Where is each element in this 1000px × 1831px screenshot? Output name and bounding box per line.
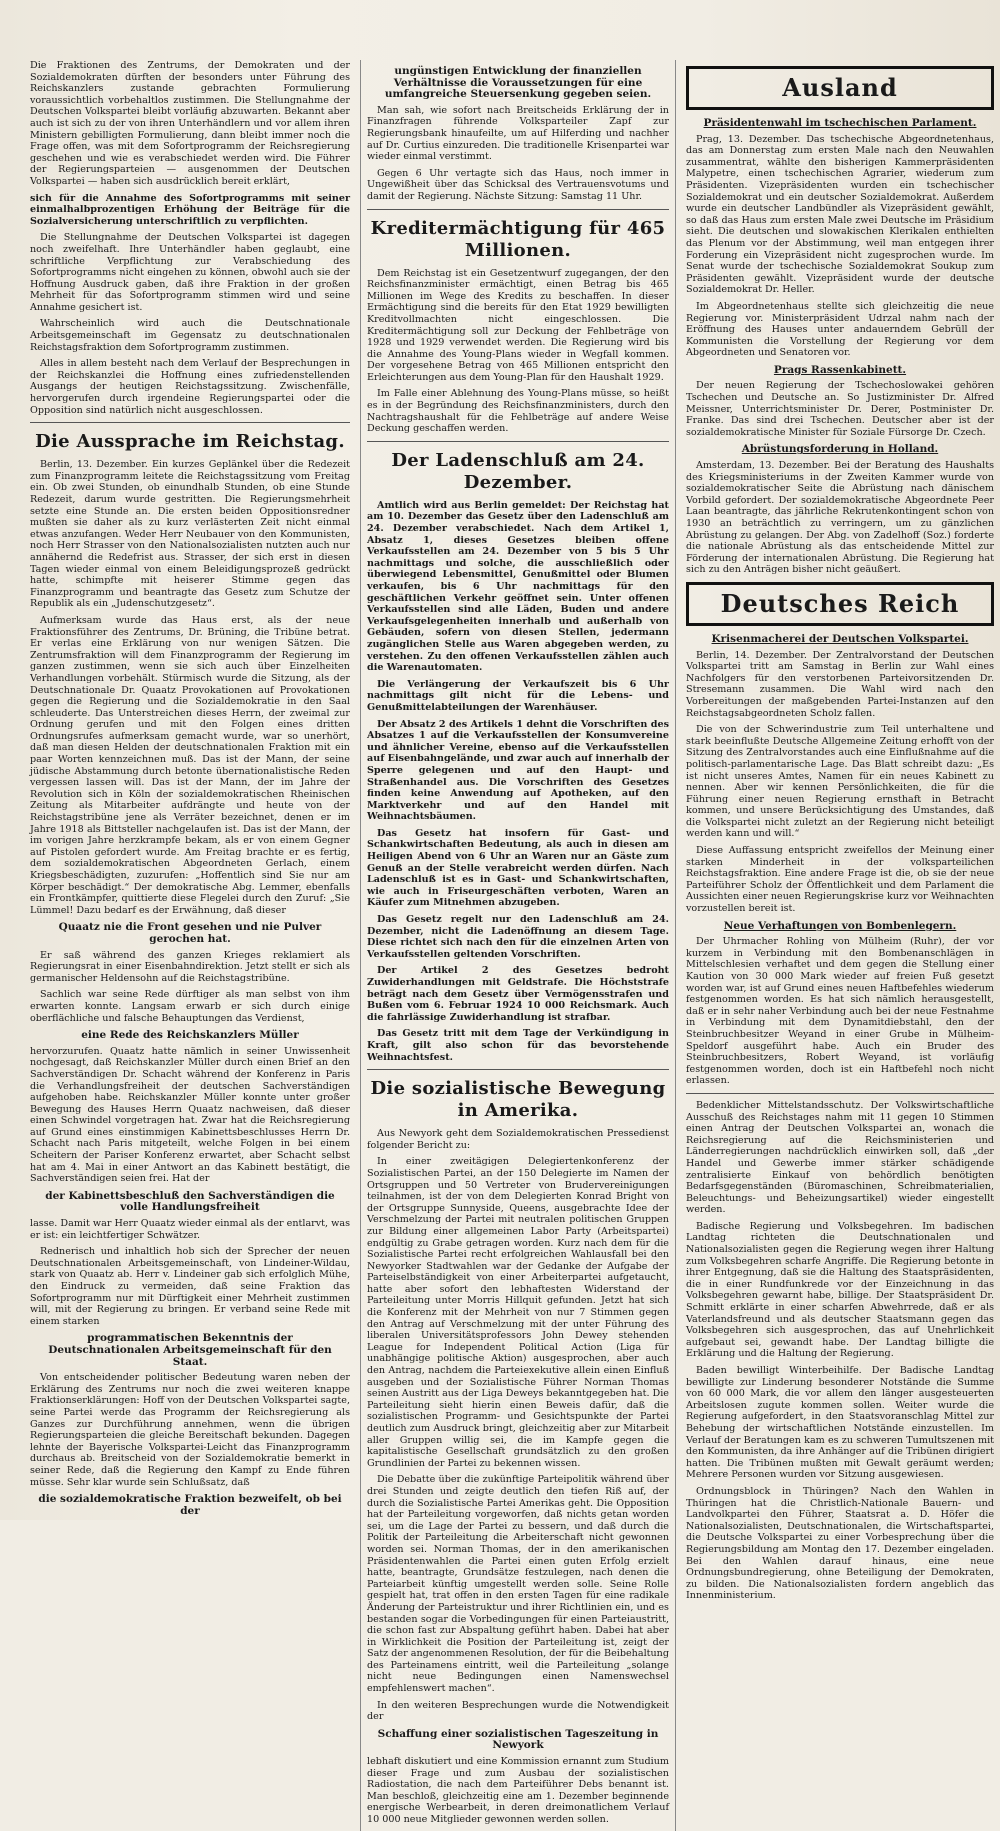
col3-para-10: Badische Regierung und Volksbegehren. Im badischen Landtag richteten die Deutschnationalen und Nationalsozialisten gegen die Regierung wegen ihrer Haltung zum Volksbegehren scharfe Angriffe. Die Regierung betonte in ihrer Entgegnung, daß sie die Haltung des Staatspräsidenten, die in einer Rundfunkrede vor der Einzeichnung in das Volksbegehren gewarnt habe, billige. Der Staatspräsident Dr. Schmitt erklärte in einer scharfen Abwehrrede, daß er als Vaterlandsfreund und als deutscher Staatsmann gegen das Volksbegehren sich ausgesprochen, das auf Unehrlichkeit aufgebaut sei, gewandt habe. Der Landtag billigte die Erklärung und die Haltung der Regierung.: [686, 1220, 994, 1360]
divider: [367, 209, 669, 210]
column-right: [686, 60, 994, 1831]
col2-para-9: Das Gesetz regelt nur den Ladenschluß am 24. Dezember, nicht die Ladenöffnung an diesem Tage. Diese richtet sich nach den für die einzelnen Arten von Verkaufsstellen geltenden Vorschriften.: [367, 914, 669, 960]
column-left: [30, 60, 350, 1831]
col2-para-11: Das Gesetz tritt mit dem Tage der Verkündigung in Kraft, gilt also schon für das bevorstehende Weihnachtsfest.: [367, 1028, 669, 1063]
section-box-deutsches-reich: Deutsches Reich: [686, 582, 994, 626]
heading-abruestung-holland: Abrüstungsforderung in Holland.: [741, 443, 939, 456]
col2-para-7: Der Absatz 2 des Artikels 1 dehnt die Vorschriften des Absatzes 1 auf die Verkaufsstellen der Konsumvereine und ähnlicher Vereine, ebenso auf die Verkaufsstellen auf Eisenbahngelände, und zwar auch auf innerhalb der Sperre gelegenen und auf den Haupt- und Straßenhandel aus. Die Vorschriften des Gesetzes finden keine Anwendung auf Apotheken, auf den Marktverkehr und auf den Handel mit Weihnachtsbäumen.: [367, 718, 669, 823]
col1-para-2: sich für die Annahme des Sofortprogramms mit seiner einmalhalbprozentigen Erhöhung der Beiträge für die Sozialversicherung unterschriftlich zu verpflichten.: [30, 192, 350, 227]
col1-para-8: Er saß während des ganzen Krieges reklamiert als Regierungsrat in einer Eisenbahndirektion. Jetzt stellt er sich als germanischer Heldensohn auf die Reichstagstribüne.: [30, 949, 350, 984]
subhead-quaatz: Quaatz nie die Front gesehen und nie Pulver gerochen hat.: [58, 921, 322, 945]
col1-para-3: Die Stellungnahme der Deutschen Volkspartei ist dagegen noch zweifelhaft. Ihre Unterhändler haben geglaubt, eine schriftliche Verpflichtung zur Verabschiedung des Sofortprogramms nicht eingehen zu können, obwohl auch sie der Hoffnung Ausdruck gaben, daß ihre Fraktion in der großen Mehrheit für das Sofortprogramm stimmen wird und seine Annahme gesichert ist.: [30, 232, 350, 313]
col2-para-3: Dem Reichstag ist ein Gesetzentwurf zugegangen, der den Reichsfinanzminister ermächtigt, einen Betrag bis 465 Millionen im Wege des Kredits zu beschaffen. In dieser Ermächtigung sind die bereits für den Etat 1929 bewilligten Kreditvollmachten nicht eingeschlossen. Die Kreditermächtigung soll zur Deckung der Fehlbeträge von 1928 und 1929 verwendet werden. Die Regierung wird bis die Annahme des Young-Plans wieder in Wegfall kommen. Der vorgesehene Betrag von 465 Millionen entspricht den Erleichterungen aus dem Young-Plan für den Haushalt 1929.: [367, 267, 669, 383]
heading-ladenschluss: Der Ladenschluß am 24. Dezember.: [391, 449, 645, 493]
col2-para-2: Gegen 6 Uhr vertagte sich das Haus, noch immer in Ungewißheit über das Schicksal des Vertrauensvotums und damit der Regierung. Nächste Sitzung: Samstag 11 Uhr.: [367, 167, 669, 202]
col3-para-4: Amsterdam, 13. Dezember. Bei der Beratung des Haushalts des Kriegsministeriums in der Zweiten Kammer wurde von sozialdemokratischer Seite die Abrüstung nach dänischem Vorbild gefordert. Der sozialdemokratische Abgeordnete Peer Laan beantragte, das jährliche Rekrutenkontingent schon von 1930 an beträchtlich zu verringern, um zu gänzlichen Abrüstung zu gelangen. Der Abg. von Zadelhoff (Soz.) forderte die nationale Abrüstung als das entscheidende Mittel zur Förderung der internationalen Abrüstung. Die Regierung hat sich zu den Anträgen bisher nicht geäußert.: [686, 460, 994, 576]
three-column-layout: [30, 60, 994, 1825]
col1-para-12: Rednerisch und inhaltlich hob sich der Sprecher der neuen Deutschnationalen Arbeitsgemeinschaft, von Lindeiner-Wildau, stark von Quaatz ab. Herr v. Lindeiner gab sich erfolglich Mühe, den Eindruck zu vermeiden, daß seine Fraktion das Sofortprogramm nur mit Dürftigkeit einer Mehrheit zustimmen will, mit der Regierung zu bringen. Er verband seine Rede mit einem starken: [30, 1246, 350, 1327]
col1-para-4: Wahrscheinlich wird auch die Deutschnationale Arbeitsgemeinschaft im Gegensatz zu deutschnationalen Reichstagsfraktion dem Sofortprogramm zustimmen.: [30, 318, 350, 353]
col2-para-16: lebhaft diskutiert und eine Kommission ernannt zum Studium dieser Frage und zum Ausbau der sozialistischen Radiostation, die nach dem Parteiführer Debs benannt ist. Man beschloß, gleichzeitig eine am 1. Dezember beginnende energische Werbearbeit, in deren dreimonatlichem Verlauf 10 000 neue Mitglieder gewonnen werden sollen.: [367, 1756, 669, 1825]
col3-para-11: Baden bewilligt Winterbeihilfe. Der Badische Landtag bewilligte zur Linderung besonderer Notstände die Summe von 60 000 Mark, die vor allem den länger ausgesteuerten Arbeitslosen zugute kommen sollen. Weiter wurde die Regierung aufgefordert, in den Staatsvoranschlag Mittel zur Behebung der wirtschaftlichen Notstände einzustellen. Im Verlauf der Beratungen kam es zu schweren Tumultszenen mit den Kommunisten, da ihre Anhänger auf die Tribünen dirigiert hatten. Die Tribünen mußten mit Gewalt geräumt werden; Mehrere Personen wurden vor Sitzung ausgewiesen.: [686, 1365, 994, 1481]
col3-para-1: Prag, 13. Dezember. Das tschechische Abgeordnetenhaus, das am Donnerstag zum ersten Male nach den Neuwahlen zusammentrat, wählte den bisherigen Kammerpräsidenten Malypetre, einen tschechischen Agrarier, wiederum zum Präsidenten. Vizepräsidenten wurden ein tschechischer Sozialdemokrat und ein deutscher Sozialdemokrat. Außerdem wurde ein deutscher Landbündler als Vizepräsident gewählt, so daß das Haus zum ersten Male zwei Deutsche im Präsidium sieht. Die deutschen und slowakischen Klerikalen enthielten das Plenum vor der Abstimmung, weil man entgegen ihrer Forderung ein Vizepräsident nicht zugesprochen wurde. Im Senat wurde der tschechische Sozialdemokrat Soukup zum Präsidenten gewählt. Vizepräsident wurde der deutsche Sozialdemokrat Dr. Heller.: [686, 133, 994, 296]
subhead-bekenntnis: programmatischen Bekenntnis der Deutschnationalen Arbeitsgemeinschaft für den Staat.: [48, 1332, 332, 1368]
heading-praesidentenwahl: Präsidentenwahl im tschechischen Parlament.: [703, 117, 977, 129]
heading-krisenmacherei: Krisenmacherei der Deutschen Volkspartei.: [711, 632, 969, 645]
col1-para-11: lasse. Damit war Herr Quaatz wieder einmal als der entlarvt, was er ist: ein leichtfertiger Schwätzer.: [30, 1218, 350, 1241]
section-box-ausland: Ausland: [686, 66, 994, 110]
heading-aussprache: Die Aussprache im Reichstag.: [35, 431, 345, 453]
subhead-kabinettsbeschluss: der Kabinettsbeschluß den Sachverständigen die volle Handlungsfreiheit: [45, 1189, 335, 1214]
heading-bombenleger: Neue Verhaftungen von Bombenlegern.: [723, 919, 957, 932]
col1-para-5: Alles in allem besteht nach dem Verlauf der Besprechungen in der Reichskanzlei die Hoffnung eines zufriedenstellenden Ausgangs der heutigen Reichstagssitzung. Zwischenfälle, hervorgerufen durch irgendeine Regierungspartei oder die Opposition sind natürlich nicht ausgeschlossen.: [30, 358, 350, 416]
col2-lead-bold: ungünstigen Entwicklung der finanziellen Verhältnisse die Voraussetzungen für eine umfangreiche Steuersenkung gegeben seien.: [384, 65, 652, 101]
col2-para-14: Die Debatte über die zukünftige Parteipolitik während über drei Stunden und zeigte deutlich den tiefen Riß auf, der durch die Sozialistische Partei Amerikas geht. Die Opposition hat der Parteileitung vorgeworfen, daß nichts getan worden sei, um die Lage der Partei zu bessern, und daß durch die Politik der Parteileitung die Arbeiterschaft nicht gewonnen worden sei. Norman Thomas, der in den amerikanischen Präsidentenwahlen die Partei einen guten Erfolg erzielt hatte, beantragte, Grundsätze festzulegen, nach denen die Parteiarbeit künftig umgestellt werden solle. Seine Rolle gespielt hat, trat offen in den ersten Tagen für eine radikale Änderung der Parteistruktur und ihrer Richtlinien ein, und es bestanden sogar die Vorbedingungen für einen Parteiaustritt, die schon fast zur Abspaltung geführt haben. Dabei hat aber in Wirklichkeit die Position der Parteileitung ist, zeigt der Satz der angenommenen Resolution, der für die Beibehaltung des Parteinamens eintritt, weil die Parteileitung „solange nicht neue Bedingungen einen Namenswechsel empfehlenswert machen“.: [367, 1474, 669, 1695]
heading-sozialistische-bewegung: Die sozialistische Bewegung in Amerika.: [370, 1078, 666, 1122]
col2-para-8: Das Gesetz hat insofern für Gast- und Schankwirtschaften Bedeutung, als auch in diesen am Heiligen Abend von 6 Uhr an Waren nur an Gäste zum Genuß an der Stelle verabreicht werden dürfen. Nach Ladenschluß ist es in Gast- und Schankwirtschaften, wie auch in Friseurgeschäften verboten, Waren an Käufer zum Mitnehmen abzugeben.: [367, 827, 669, 909]
col2-para-13: In einer zweitägigen Delegiertenkonferenz der Sozialistischen Partei, an der 150 Delegierte im Namen der Ortsgruppen und 50 Vertreter von Brudervereinigungen teilnahmen, ist der von dem Delegierten Konrad Bright von der Ortsgruppe Sunnyside, Queens, ausgebrachte Idee der Verschmelzung der Partei mit neutralen politischen Gruppen zur Bildung einer allgemeinen Labor Party (Arbeitspartei) endgültig zu Grabe getragen worden. Kurz nach dem für die Sozialistische Partei recht erfolgreichen Wahlausfall bei den Newyorker Stadtwahlen war der Gedanke der Aufgabe der Parteiselbständigkeit von einer Arbeiterpartei aufgetaucht, hatte aber sofort den lebhaftesten Widerstand der Parteileitung unter Morris Hillquit gefunden. Jetzt hat sich die Konferenz mit der Mehrheit von nur 7 Stimmen gegen den Antrag auf Verschmelzung mit der unter Führung des liberalen Universitätsprofessors John Dewey stehenden League for Independent Political Action (Liga für unabhängige politische Aktion) ausgesprochen, aber auch den Antrag, nachdem die Parteiexekutive allein einen Einfluß ausgeben und der Sozialistische Führer Norman Thomas seinen Austritt aus der Liga Deweys bekanntgegeben hat. Die Parteileitung sieht hierin einen Beweis dafür, daß die sozialistischen Programm- und Gesichtspunkte der Partei deutlich zum Ausdruck bringt, gleichzeitig aber zur Mitarbeit aller Gruppen willig sei, die im Kampfe gegen die kapitalistische Gesellschaft grundsätzlich zu den großen Grundlinien der Partei zu bekennen wissen.: [367, 1156, 669, 1469]
subhead-rede-mueller: eine Rede des Reichskanzlers Müller: [81, 1029, 299, 1042]
col1-para-10: hervorzurufen. Quaatz hatte nämlich in seiner Unwissenheit nochgesagt, daß Reichskanzler Müller durch einen Brief an den Sachverständigen Dr. Schacht während der Konferenz in Paris die Verhandlungsfreiheit der deutschen Sachverständigen aufgehoben habe. Reichskanzler Müller konnte unter großer Bewegung des Hauses Herrn Quaatz nachweisen, daß dieser einen Schwindel vorgetragen hat. Zwar hat die Reichsregierung auf Grund eines einstimmigen Kabinettsbeschlusses Herrn Dr. Schacht nach Paris mitgeteilt, welche Folgen in bei einem Scheitern der Pariser Konferenz erwartet, aber Schacht selbst hat am 4. Mai in einer Antwort an das Kabinett bestätigt, die Sachverständigen seien frei. Hat der: [30, 1045, 350, 1185]
col1-para-1: Die Fraktionen des Zentrums, der Demokraten und der Sozialdemokraten dürften der besonders unter Führung des Reichskanzlers zustande gebrachten Formulierung voraussichtlich vorbehaltlos zustimmen. Die Stellungnahme der Deutschen Volkspartei bleibt vorläufig abzuwarten. Bekannt aber auch ist sich zu der von ihren Unterhändlern und vor allem ihren Ministern gebilligten Formulierung, dann bleibt immer noch die Frage offen, was mit dem Sofortprogramm der Reichsregierung geschehen und wie es verabschiedet werden wird. Die Führer der Regierungsparteien — ausgenommen der Deutschen Volkspartei — haben sich ausdrücklich bereit erklärt,: [30, 60, 350, 187]
col3-para-6: Die von der Schwerindustrie zum Teil unterhaltene und stark beeinflußte Deutsche Allgemeine Zeitung erhofft von der Sitzung des Zentralvorstandes auch eine Einflußnahme auf die politisch-parlamentarische Lage. Das Blatt schreibt dazu: „Es ist nicht unseres Amtes, Namen für ein neues Kabinett zu nennen. Aber wir kennen Persönlichkeiten, die für die Führung einer neuen Regierung ernsthaft in Betracht kommen, und unsere Berücksichtigung des Umstandes, daß die Volkspartei nicht zuletzt an der Regierung nicht beteiligt werden kann und will.“: [686, 724, 994, 840]
faded-masthead-remnant: [30, 16, 970, 46]
col3-para-8: Der Uhrmacher Rohling von Mülheim (Ruhr), der vor kurzem in Verbindung mit den Bombenanschlägen in Mittelschlesien verhaftet und dem gegen die Stellung einer Kaution von 30 000 Mark wieder auf freien Fuß gesetzt worden war, ist auf Grund eines neuen Haftbefehles wiederum festgenommen worden. Es hat sich nämlich herausgestellt, daß er in sehr naher Verbindung auch bei der neue Festnahme in Verbindung mit dem Dynamitdiebstahl, den der Steinbruchbesitzer Weyand in einer Grube in Mülheim-Speldorf ausgeführt habe. Auch ein Bruder des Steinbruchbesitzers, Robert Weyand, ist vorläufig festgenommen worden, doch ist ein Haftbefehl noch nicht erlassen.: [686, 936, 994, 1087]
col2-para-5: Amtlich wird aus Berlin gemeldet: Der Reichstag hat am 10. Dezember das Gesetz über den Ladenschluß am 24. Dezember verabschiedet. Nach dem Artikel 1, Absatz 1, dieses Gesetzes bleiben offene Verkaufsstellen am 24. Dezember von 5 bis 5 Uhr nachmittags und solche, die ausschließlich oder überwiegend Lebensmittel, Genußmittel oder Blumen verkaufen, bis 6 Uhr nachmittags für den geschäftlichen Verkehr geöffnet sein. Unter offenen Verkaufsstellen sind alle Läden, Buden und andere Verkaufsgelegenheiten innerhalb und außerhalb von Gebäuden, sofern von diesen Stellen, jedermann zugänglichen Stelle aus Waren abgegeben werden, zu verstehen. Zu den offenen Verkaufsstellen zählen auch die Warenautomaten.: [367, 499, 669, 674]
col1-para-13: Von entscheidender politischer Bedeutung waren neben der Erklärung des Zentrums nur noch die zwei weiteren knappe Fraktionserklärungen: Hoff von der Deutschen Volkspartei sagte, seine Partei werde das Programm der Reichsregierung als Ganzes zur Durchführung annehmen, wenn die übrigen Regierungsparteien die gleiche Bereitschaft bekunden. Dagegen lehnte der Bayerische Volkspartei-Leicht das Finanzprogramm durchaus ab. Breitscheid von der Sozialdemokratie bemerkt in seiner Rede, daß die Regierung den Kampf zu Ende führen müsse. Sehr klar wurde sein Schlußsatz, daß: [30, 1372, 350, 1488]
col3-para-7: Diese Auffassung entspricht zweifellos der Meinung einer starken Minderheit in der volksparteilichen Reichstagsfraktion. Eine andere Frage ist die, ob sie der neue Parteiführer Scholz der Öffentlichkeit und dem Parlament die Aussichten einer neuen Regierungskrise kurz vor Weihnachten vorzustellen bereit ist.: [686, 845, 994, 915]
col2-para-6: Die Verlängerung der Verkaufszeit bis 6 Uhr nachmittags gilt nicht für die Lebens- und Genußmittelabteilungen der Warenhäuser.: [367, 678, 669, 713]
heading-kreditermaechtigung: Kreditermächtigung für 465 Millionen.: [370, 217, 666, 261]
divider: [367, 1069, 669, 1070]
col3-para-2: Im Abgeordnetenhaus stellte sich gleichzeitig die neue Regierung vor. Ministerpräsident Udrzal nahm nach der Eröffnung des Hauses unter andauerndem Gebrüll der Kommunisten die Vorstellung der Regierung vor dem Abgeordneten und Senatoren vor.: [686, 300, 994, 359]
col2-para-10: Der Artikel 2 des Gesetzes bedroht Zuwiderhandlungen mit Geldstrafe. Die Höchststrafe beträgt nach dem Gesetz über Vermögensstrafen und Bußen vom 6. Februar 1924 10 000 Reichsmark. Auch die fahrlässige Zuwiderhandlung ist strafbar.: [367, 965, 669, 1023]
col1-para-9: Sachlich war seine Rede dürftiger als man selbst von ihm erwarten konnte. Langsam erwarb er sich durch einige oberflächliche und falsche Behauptungen das Verdienst,: [30, 989, 350, 1024]
col2-para-4: Im Falle einer Ablehnung des Young-Plans müsse, so heißt es in der Begründung des Reichsfinanzministers, durch den Nachtragshaushalt für die Fehlbeträge auf andere Weise Deckung geschaffen werden.: [367, 388, 669, 435]
col1-para-6: Berlin, 13. Dezember. Ein kurzes Geplänkel über die Redezeit zum Finanzprogramm leitete die Reichstagssitzung vom Freitag ein. Ob zwei Stunden, ob einundhalb Stunden, ob eine Stunde Redezeit, darum wurde gestritten. Die Regierungsmehrheit setzte eine Stunde an. Die ersten beiden Oppositionsredner mußten sie daher als zu kurz verlästerten Zeit nicht einmal etwas anzufangen. Weder Herr Neubauer von den Kommunisten, noch Herr Strasser von den Nationalsozialisten nutzten auch nur annähernd die Redefrist aus. Strasser, der sich erst in diesen Tagen wieder einmal von einem Beleidigungsprozeß gedrückt hatte, schimpfte mit heiserer Stimme gegen das Finanzprogramm und beantragte das Gesetz zum Schutze der Republik als ein „Judenschutzgesetz“.: [30, 459, 350, 610]
col2-para-1: Man sah, wie sofort nach Breitscheids Erklärung der in Finanzfragen führende Volksparteiler Zapf zur Regierungsbank hinaufeilte, um auf Hilferding und nachher auf Dr. Curtius einzureden. Die traditionelle Krisenpartei war wieder einmal verstimmt.: [367, 104, 669, 163]
divider: [686, 1093, 994, 1094]
column-middle: [360, 60, 676, 1831]
divider: [30, 422, 350, 423]
subhead-tageszeitung: Schaffung einer sozialistischen Tageszeitung in Newyork: [377, 1727, 659, 1752]
heading-prags-rassenkabinett: Prags Rassenkabinett.: [773, 363, 907, 376]
divider: [367, 441, 669, 442]
col3-para-9: Bedenklicher Mittelstandsschutz. Der Volkswirtschaftliche Ausschuß des Reichstages nahm mit 11 gegen 10 Stimmen einen Antrag der Deutschen Volkspartei an, wonach die Reichsregierung auf die Reichsministerien und Länderregierungen nachdrücklich einwirken soll, daß „der Handel und Gewerbe immer stärker schädigende zentralisierte Einkauf von behördlich benötigten Bedarfsgegenständen (Büromaschinen, Schreibmaterialien, Beleuchtungs- und Beheizungsartikel) wieder eingestellt werden.: [686, 1099, 994, 1216]
col2-para-12: Aus Newyork geht dem Sozialdemokratischen Pressedienst folgender Bericht zu:: [367, 1128, 669, 1151]
col3-para-3: Der neuen Regierung der Tschechoslowakei gehören Tschechen und Deutsche an. So Justizminister Dr. Alfred Meissner, Unterrichtsminister Dr. Derer, Postminister Dr. Franke. Das sind drei Tschechen. Deutscher aber ist der sozialdemokratische Minister für Soziale Fürsorge Dr. Czech.: [686, 380, 994, 438]
col1-para-7: Aufmerksam wurde das Haus erst, als der neue Fraktionsführer des Zentrums, Dr. Brüning, die Tribüne betrat. Er verlas eine Erklärung von nur wenigen Sätzen. Die Zentrumsfraktion will dem Finanzprogramm der Regierung im ganzen zustimmen, wenn sie sich auch über Einzelheiten Verhandlungen vorbehält. Stürmisch wurde die Sitzung, als der Deutschnationale Dr. Quaatz Provokationen auf Provokationen gegen die Regierung und die Sozialdemokratie in den Saal schleuderte. Das Unterstreichen dieses Herrn, der zweimal zur Ordnung gerufen und mit den Folgen eines dritten Ordnungsrufes aufmerksam gemacht wurde, war so unerhört, daß man diesen Helden der deutschnationalen Fraktion mit ein paar Worten kennzeichnen muß. Das ist der Mann, der seine jüdische Abstammung durch betonte übernationalistische Reden vergessen lassen will. Das ist der Mann, der im Jahre der Revolution sich in Köln der sozialdemokratischen Rheinischen Zeitung als Mitarbeiter aufdrängte und heute von der Reichstagstribüne jene als Verräter bezeichnet, denen er im Jahre 1918 als Bittsteller nachgelaufen ist. Das ist der Mann, der im vorigen Jahre herzkrampfe bekam, als er von einem Gegner auf Pistolen gefordert wurde. Am Freitag brachte er es fertig, dem sozialdemokratischen Abgeordneten Gerlach, einem Kriegsbeschädigten, zuzurufen: „Hoffentlich sind Sie nur am Körper beschädigt.“ Der demokratische Abg. Lemmer, ebenfalls ein Frontkämpfer, quittierte diese Flegelei durch den Zuruf: „Sie Lümmel! Dazu bedarf es der Erwähnung, daß dieser: [30, 614, 350, 916]
col3-para-5: Berlin, 14. Dezember. Der Zentralvorstand der Deutschen Volkspartei tritt am Samstag in Berlin zur Wahl eines Nachfolgers für den verstorbenen Parteivorsitzenden Dr. Stresemann zusammen. Die Wahl wird nach den Vorbereitungen der maßgebenden Partei-Instanzen auf den Reichstagsabgeordneten Scholz fallen.: [686, 649, 994, 719]
col2-para-15: In den weiteren Besprechungen wurde die Notwendigkeit der: [367, 1699, 669, 1723]
col3-para-12: Ordnungsblock in Thüringen? Nach den Wahlen in Thüringen hat die Christlich-Nationale Bauern- und Landvolkpartei den Führer, Staatsrat a. D. Höfer die Nationalsozialisten, Deutschnationalen, die Wirtschaftspartei, die Deutsche Volkspartei zu einer Vorbesprechung über die Regierungsbildung am Montag den 17. Dezember eingeladen. Bei den Wahlen darauf hinaus, eine neue Ordnungsbundregierung, ohne Beteiligung der Demokraten, zu bilden. Die Nationalsozialisten fordern angeblich das Innenministerium.: [686, 1485, 994, 1602]
subhead-fraktion-bezweifelt: die sozialdemokratische Fraktion bezweifelt, ob bei der: [38, 1493, 342, 1517]
